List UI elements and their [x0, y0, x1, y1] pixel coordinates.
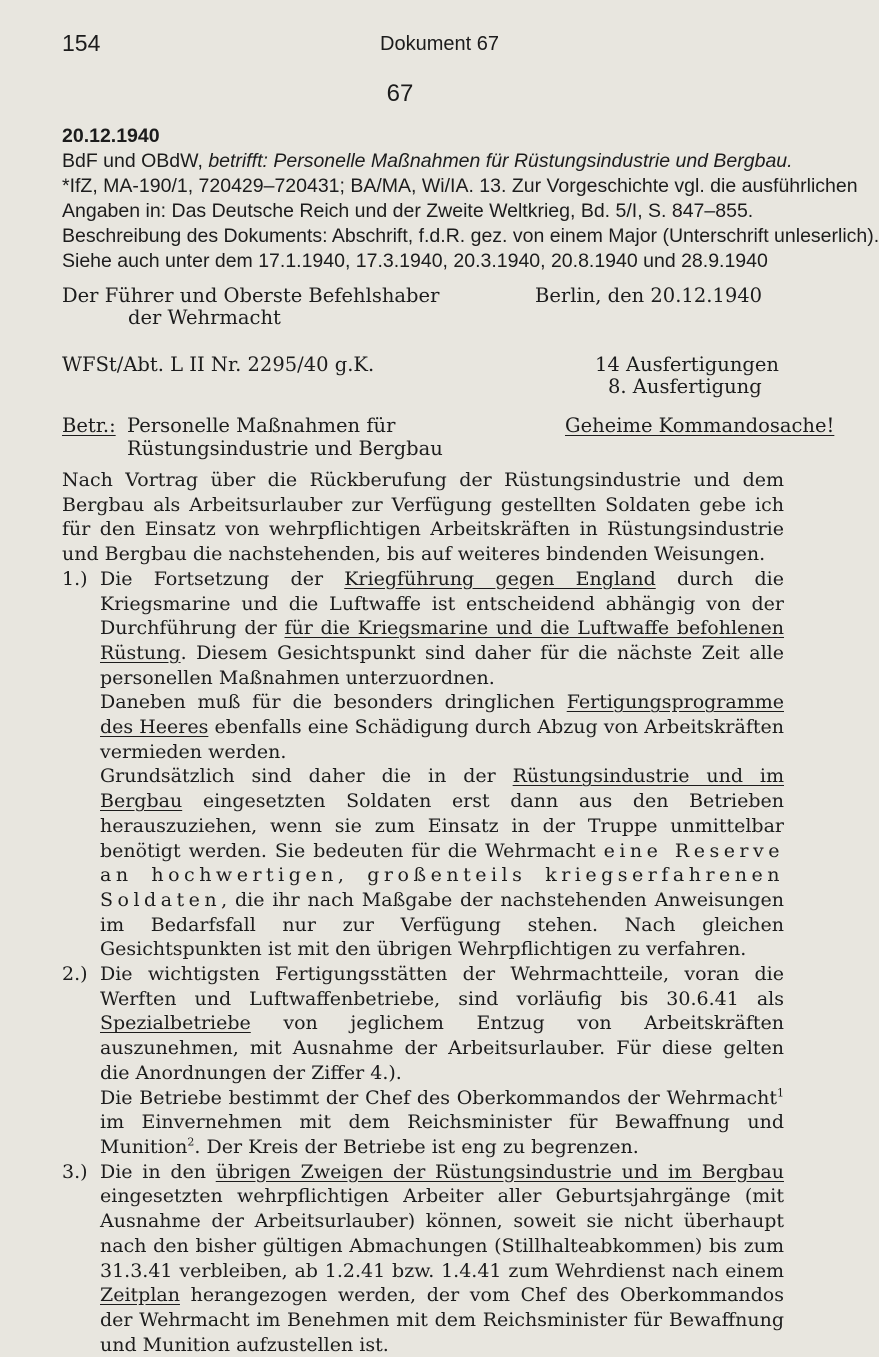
intro-line-1: BdF und OBdW, betrifft: Personelle Maßnahmen für Rüstungsindustrie und Bergbau.	[62, 150, 793, 172]
classification-stamp: Geheime Kommandosache!	[565, 414, 835, 437]
intro-line-2: *IfZ, MA-190/1, 720429–720431; BA/MA, Wi/IA. 13. Zur Vorgeschichte vgl. die ausführlichen	[62, 175, 858, 197]
sender-line-1: Der Führer und Oberste Befehlshaber	[62, 284, 440, 307]
document-number: 67	[386, 80, 414, 107]
reference-number: WFSt/Abt. L II Nr. 2295/40 g.K.	[62, 353, 375, 376]
preamble: Nach Vortrag über die Rückberufung der Rüstungsindustrie und dem Bergbau als Arbeitsurlauber zur Verfügung gestellten Soldaten gebe ich für den Einsatz von wehrpflichtigen Arbeitskräften in Rüstungsindustrie und Bergbau die nachstehenden, bis auf weiteres bindenden Weisungen.	[62, 469, 784, 566]
sender-line-2: der Wehrmacht	[128, 306, 281, 329]
document-date: 20.12.1940	[62, 125, 160, 147]
item-1-paragraph-2: Daneben muß für die besonders dringlichen Fertigungsprogramme des Heeres ebenfalls eine Schädigung durch Abzug von Arbeitskräften vermieden werden.	[100, 691, 784, 763]
item-number: 2.)	[62, 963, 88, 986]
item-number: 3.)	[62, 1160, 88, 1183]
editorial-intro	[62, 124, 879, 274]
subject-line-2: Rüstungsindustrie und Bergbau	[127, 437, 443, 460]
item-2-paragraph-2: Die Betriebe bestimmt der Chef des Oberkommandos der Wehrmacht$^1$ im Einvernehmen mit dem Reichsminister für Bewaffnung und Munition$^2$. Der Kreis der Betriebe ist eng zu begrenzen.	[100, 1086, 784, 1158]
subject-label: Betr.:	[62, 414, 116, 437]
list-item-2	[62, 962, 784, 1160]
item-1-paragraph-1: Die Fortsetzung der Kriegführung gegen England durch die Kriegsmarine und die Luftwaffe ist entscheidend abhängig von der Durchführung der für die Kriegsmarine und die Luftwaffe befohlenen Rüstung. Diesem Gesichtspunkt sind daher für die nächste Zeit alle personellen Maßnahmen unterzuordnen.	[100, 567, 784, 689]
page-number: 154	[62, 30, 101, 56]
letter-body	[62, 468, 784, 1357]
intro-line-3: Angaben in: Das Deutsche Reich und der Zweite Weltkrieg, Bd. 5/I, S. 847–855.	[62, 200, 754, 222]
footnote-marker: 2	[187, 1135, 195, 1149]
item-3-paragraph-1: Die in den übrigen Zweigen der Rüstungsindustrie und im Bergbau eingesetzten wehrpflichtigen Arbeiter aller Geburtsjahrgänge (mit Ausnahme der Arbeitsurlauber) können, soweit sie nicht überhaupt nach den bisher gültigen Abmachungen (Stillhalteabkommen) bis zum 31.3.41 verbleiben, ab 1.2.41 bzw. 1.4.41 zum Wehrdienst nach einem Zeitplan herangezogen werden, der vom Chef des Oberkommandos der Wehrmacht im Benehmen mit dem Reichsminister für Bewaffnung und Munition aufzustellen ist.	[100, 1160, 784, 1356]
running-title: Dokument 67	[380, 33, 499, 55]
item-number: 1.)	[62, 567, 88, 590]
place-date: Berlin, den 20.12.1940	[535, 284, 763, 307]
list-item-3	[62, 1160, 784, 1357]
intro-line-4: Beschreibung des Dokuments: Abschrift, f.d.R. gez. von einem Major (Unterschrift unleserlich).	[62, 225, 879, 247]
item-2-paragraph-1: Die wichtigsten Fertigungsstätten der Wehrmachtteile, voran die Werften und Luftwaffenbetriebe, sind vorläufig bis 30.6.41 als Spezialbetriebe von jeglichem Entzug von Arbeitskräften auszunehmen, mit Ausnahme der Arbeitsurlauber. Für diese gelten die Anordnungen der Ziffer 4.).	[100, 963, 784, 1084]
footnote-marker: 1	[777, 1086, 784, 1100]
intro-line-5: Siehe auch unter dem 17.1.1940, 17.3.1940, 20.3.1940, 20.8.1940 und 28.9.1940	[62, 250, 768, 272]
subject-line-1: Personelle Maßnahmen für	[127, 414, 396, 437]
copies-total: 14 Ausfertigungen	[595, 353, 779, 376]
item-1-paragraph-3: Grundsätzlich sind daher die in der Rüstungsindustrie und im Bergbau eingesetzten Soldaten erst dann aus den Betrieben herauszuziehen, wenn sie zum Einsatz in der Truppe unmittelbar benötigt werden. Sie bedeuten für die Wehrmacht eine Reserve an hochwertigen, großenteils kriegserfahrenen Soldaten, die ihr nach Maßgabe der nachstehenden Anweisungen im Bedarfsfall nur zur Verfügung stehen. Nach gleichen Gesichtspunkten ist mit den übrigen Wehrpflichtigen zu verfahren.	[100, 765, 784, 961]
copy-number: 8. Ausfertigung	[608, 375, 762, 398]
list-item-1	[62, 567, 784, 962]
